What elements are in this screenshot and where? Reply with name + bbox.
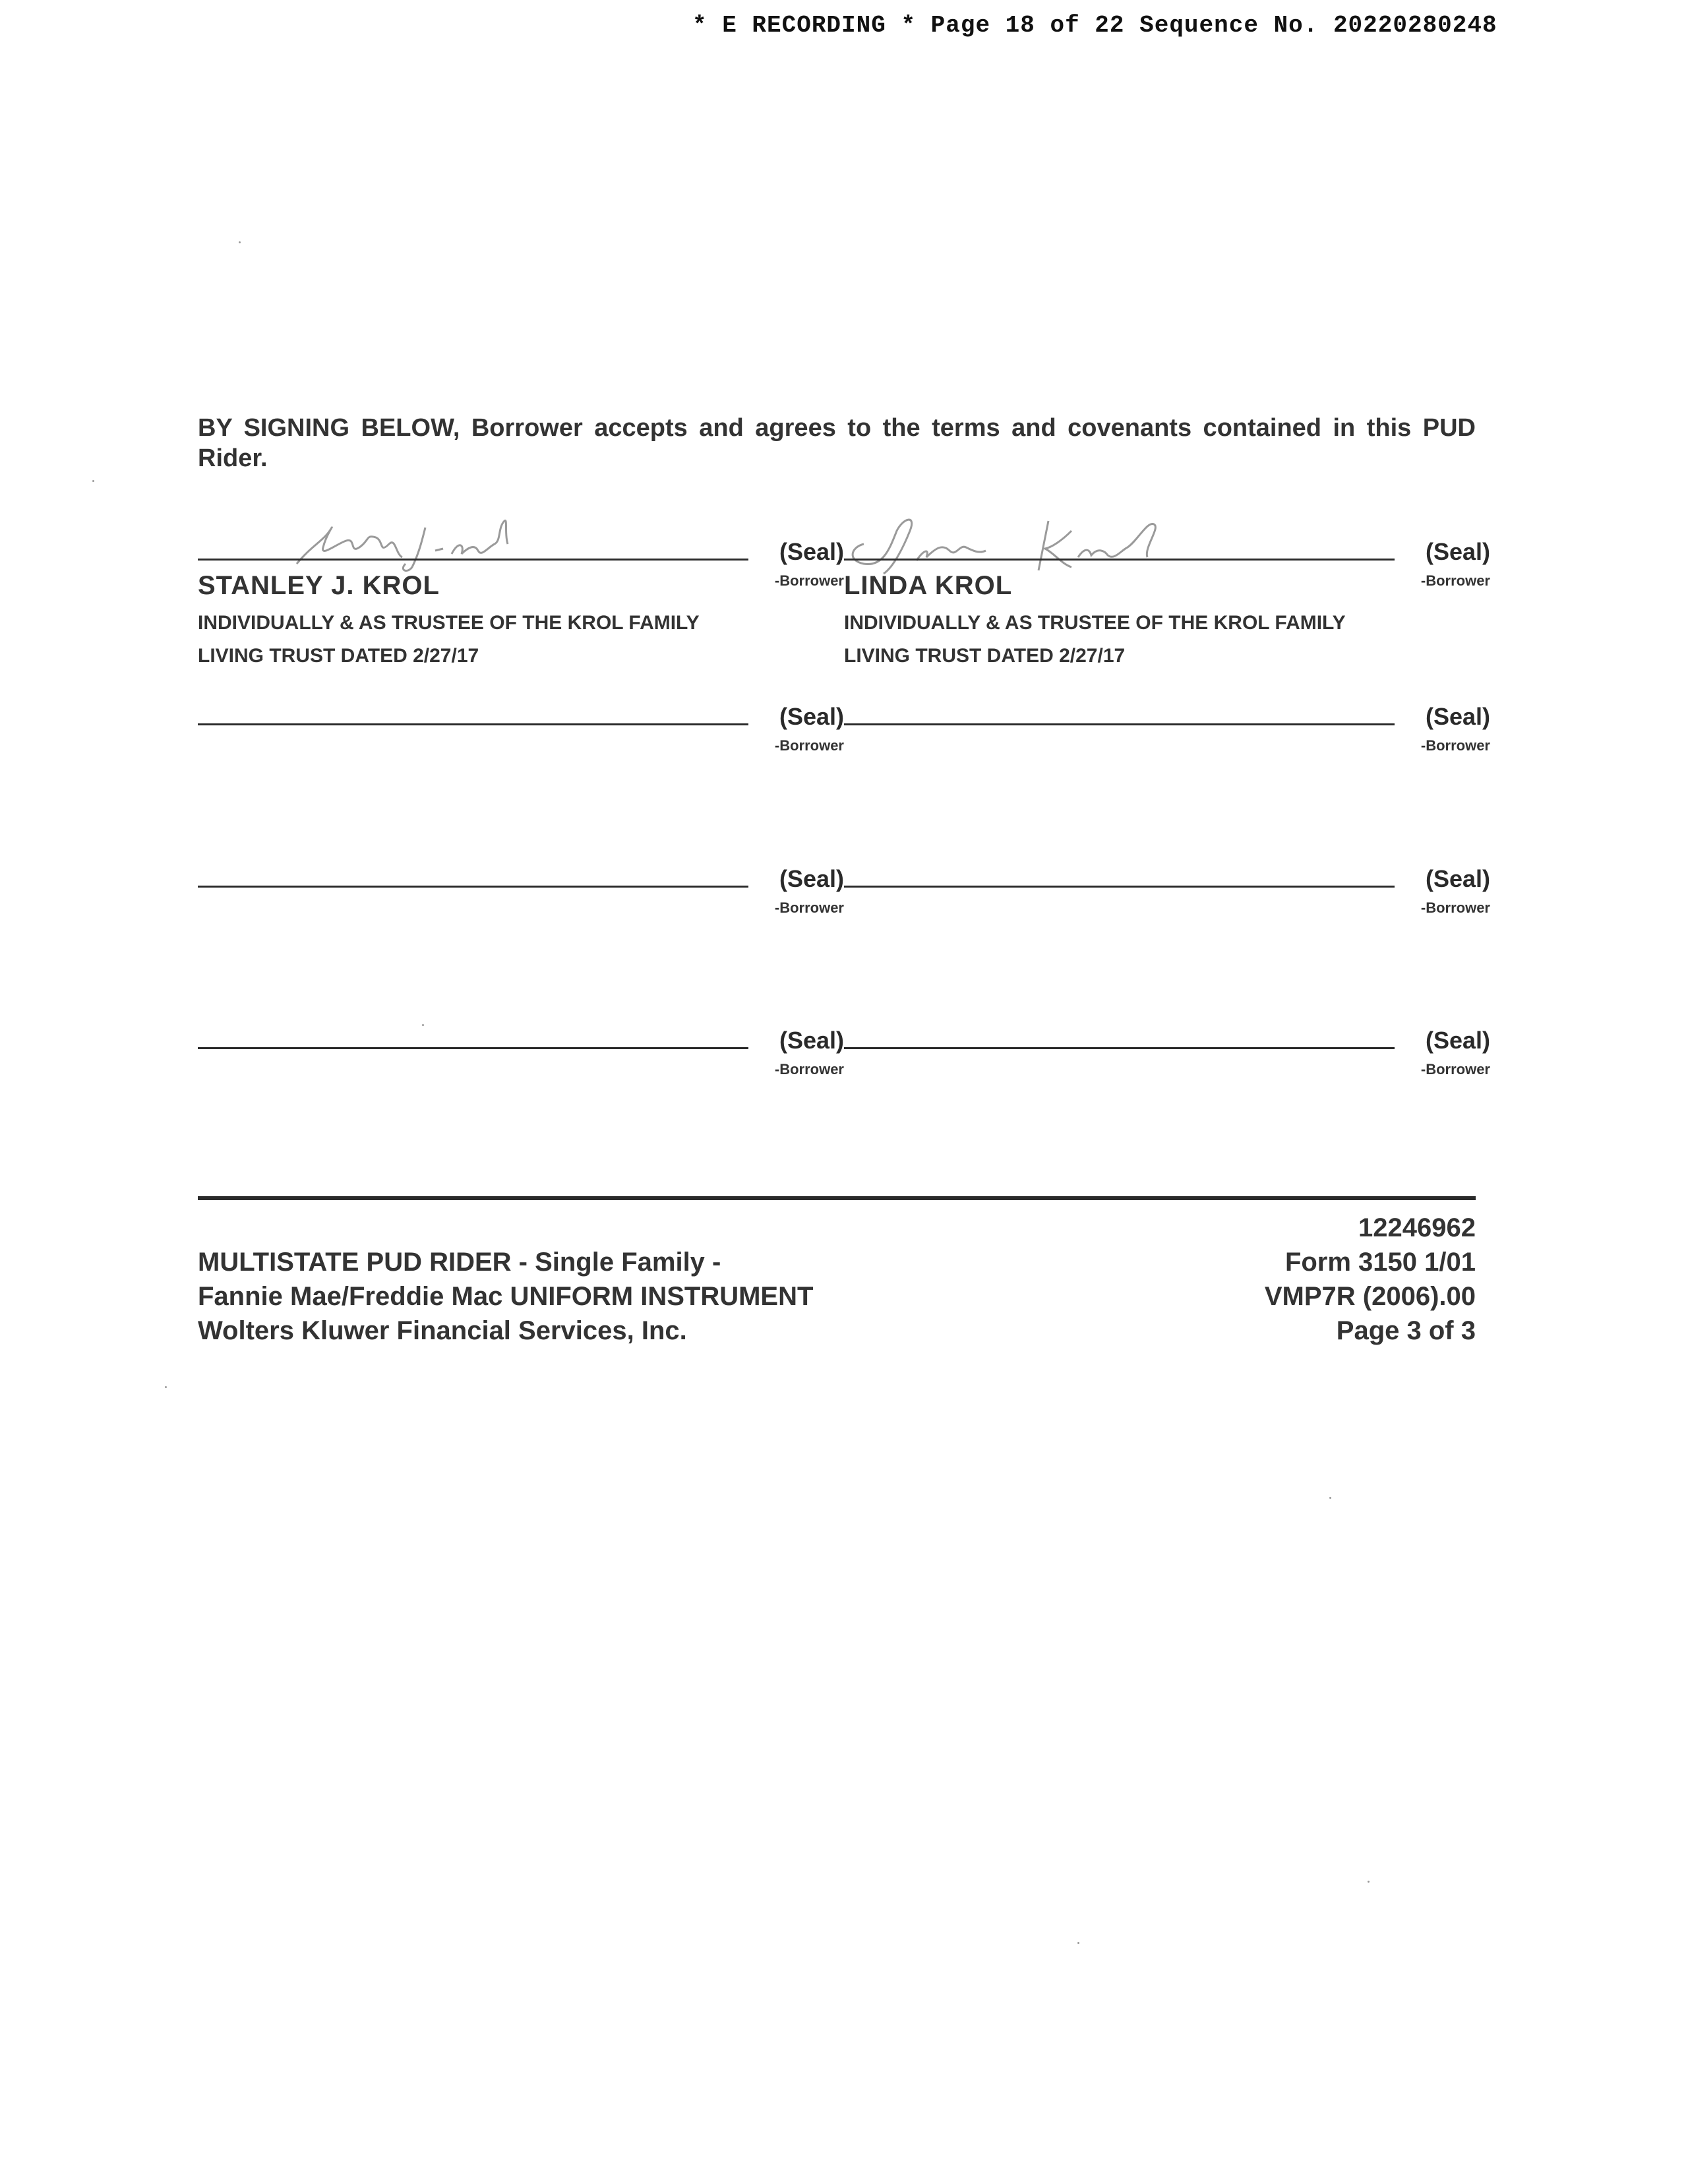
borrower-label: -Borrower	[1420, 572, 1490, 589]
seal-label: (Seal)	[779, 1027, 844, 1054]
capacity-line: INDIVIDUALLY & AS TRUSTEE OF THE KROL FAMILY	[844, 612, 1346, 634]
scan-speck	[92, 480, 94, 482]
borrower-label: -Borrower	[774, 1061, 844, 1077]
signature-line	[844, 559, 1395, 561]
form-codes	[1265, 1211, 1476, 1348]
scan-speck	[1329, 1497, 1331, 1499]
borrower-label: -Borrower	[1420, 737, 1490, 754]
signer-name-stanley: STANLEY J. KROL	[198, 571, 440, 600]
page-number: Page 3 of 3	[1336, 1316, 1476, 1345]
seal-label: (Seal)	[779, 703, 844, 730]
signature-line	[198, 886, 748, 888]
blank-signature-block	[844, 1016, 1490, 1077]
signature-line	[844, 1047, 1395, 1049]
capacity-line: INDIVIDUALLY & AS TRUSTEE OF THE KROL FAMILY	[198, 612, 700, 634]
seal-label: (Seal)	[1425, 1027, 1490, 1054]
signature-line	[198, 559, 748, 561]
trust-date-line: LIVING TRUST DATED 2/27/17	[844, 645, 1126, 667]
recording-stamp: * E RECORDING * Page 18 of 22 Sequence No. 20220280248	[692, 12, 1497, 39]
footer-divider	[198, 1196, 1476, 1200]
trust-date-line: LIVING TRUST DATED 2/27/17	[198, 645, 479, 667]
blank-signature-block	[198, 692, 844, 754]
blank-signature-block	[198, 1016, 844, 1077]
scan-speck	[1368, 1881, 1370, 1883]
seal-label: (Seal)	[1425, 538, 1490, 565]
signer-capacity-linda	[844, 607, 1346, 673]
borrower-label: -Borrower	[1420, 1061, 1490, 1077]
form-title: MULTISTATE PUD RIDER - Single Family -	[198, 1248, 721, 1277]
signature-line	[198, 1047, 748, 1049]
form-identification	[198, 1245, 813, 1348]
scan-speck	[1077, 1942, 1079, 1944]
signature-line	[198, 723, 748, 725]
scan-speck	[239, 241, 241, 243]
borrower-label: -Borrower	[774, 899, 844, 916]
signer-name-linda: LINDA KROL	[844, 571, 1013, 600]
signer-capacity-stanley	[198, 607, 700, 673]
loan-number: 12246962	[1358, 1213, 1476, 1242]
form-number: Form 3150 1/01	[1284, 1248, 1476, 1277]
signature-line	[844, 886, 1395, 888]
signature-line	[844, 723, 1395, 725]
seal-label: (Seal)	[1425, 703, 1490, 730]
seal-label: (Seal)	[779, 538, 844, 565]
seal-label: (Seal)	[1425, 865, 1490, 892]
seal-label: (Seal)	[779, 865, 844, 892]
blank-signature-block	[844, 692, 1490, 754]
signing-statement: BY SIGNING BELOW, Borrower accepts and agrees to the terms and covenants contained in this PUD Rider.	[198, 414, 1476, 472]
borrower-label: -Borrower	[774, 572, 844, 589]
borrower-label: -Borrower	[774, 737, 844, 754]
blank-signature-block	[198, 855, 844, 916]
vmp-code: VMP7R (2006).00	[1264, 1282, 1476, 1311]
signature-block-linda	[844, 528, 1490, 667]
borrower-label: -Borrower	[1420, 899, 1490, 916]
blank-signature-block	[844, 855, 1490, 916]
form-instrument: Fannie Mae/Freddie Mac UNIFORM INSTRUMENT	[198, 1282, 814, 1311]
scan-speck	[165, 1386, 167, 1388]
form-publisher: Wolters Kluwer Financial Services, Inc.	[198, 1316, 687, 1345]
signature-block-stanley	[198, 528, 844, 667]
